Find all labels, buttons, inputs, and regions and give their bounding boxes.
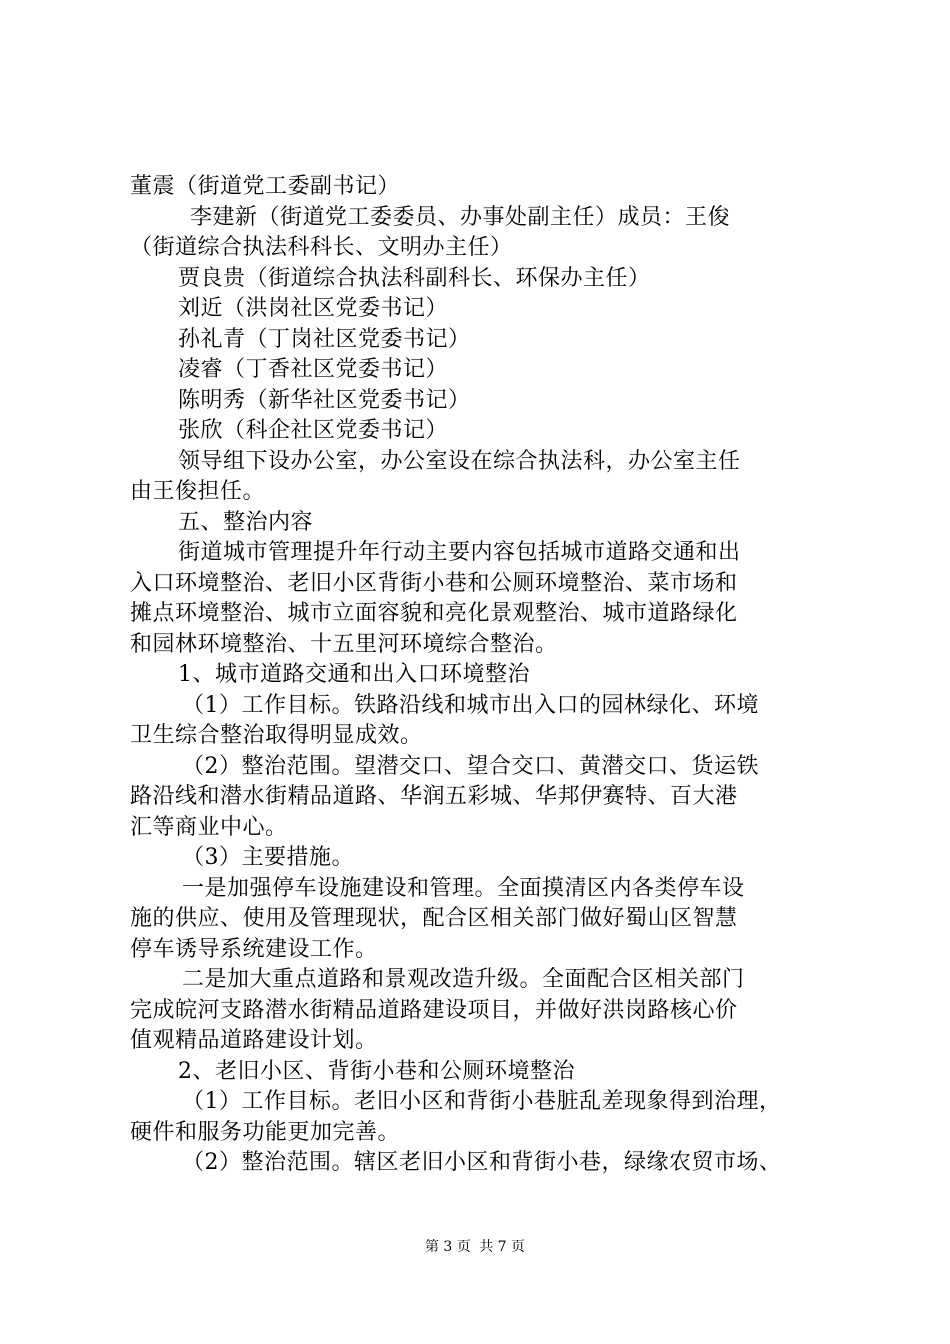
text-line: 领导组下设办公室，办公室设在综合执法科，办公室主任 — [178, 448, 741, 474]
text-line: 路沿线和潜水街精品道路、华润五彩城、华邦伊赛特、百大港 — [130, 784, 738, 809]
page-footer — [0, 1236, 950, 1256]
text-line: 由王俊担任。 — [130, 479, 266, 504]
text-line: （1）工作目标。铁路沿线和城市出入口的园林绿化、环境 — [182, 692, 759, 718]
text-line: 张欣（科企社区党委书记） — [178, 418, 449, 443]
text-line: （2）整治范围。望潜交口、望合交口、黄潜交口、货运铁 — [182, 753, 759, 779]
text-line: 孙礼青（丁岗社区党委书记） — [178, 326, 471, 352]
text-line: 施的供应、使用及管理现状，配合区相关部门做好蜀山区智慧 — [130, 906, 738, 931]
text-line: 李建新（街道党工委委员、办事处副主任）成员：王俊 — [190, 204, 731, 230]
text-line: 1、城市道路交通和出入口环境整治 — [178, 662, 530, 687]
text-line: 值观精品道路建设计划。 — [130, 1028, 378, 1053]
text-line: 二是加大重点道路和景观改造升级。全面配合区相关部门 — [182, 967, 745, 992]
text-line: 停车诱导系统建设工作。 — [130, 936, 378, 962]
text-line: 凌睿（丁香社区党委书记） — [178, 357, 449, 382]
text-line: 汇等商业中心。 — [130, 814, 288, 840]
text-line: （1）工作目标。老旧小区和背街小巷脏乱差现象得到治理， — [182, 1089, 782, 1114]
text-line: 和园林环境整治、十五里河环境综合整治。 — [130, 631, 558, 657]
text-line: 街道城市管理提升年行动主要内容包括城市道路交通和出 — [178, 540, 741, 565]
text-line: 硬件和服务功能更加完善。 — [130, 1119, 401, 1145]
page-total: 共 7 页 — [479, 1239, 526, 1255]
text-line: 五、整治内容 — [178, 509, 314, 535]
text-line: 一是加强停车设施建设和管理。全面摸清区内各类停车设 — [182, 875, 745, 901]
text-line: 卫生综合整治取得明显成效。 — [130, 723, 423, 748]
text-line: 摊点环境整治、城市立面容貌和亮化景观整治、城市道路绿化 — [130, 601, 738, 626]
text-line: 董震（街道党工委副书记） — [130, 174, 401, 199]
text-line: 刘近（洪岗社区党委书记） — [178, 296, 449, 321]
text-line: （3）主要措施。 — [182, 845, 354, 870]
text-line: 陈明秀（新华社区党委书记） — [178, 387, 471, 413]
page-number: 第 3 页 — [424, 1239, 471, 1255]
document-body — [130, 172, 835, 1179]
text-line: （街道综合执法科科长、文明办主任） — [130, 235, 513, 260]
text-line: （2）整治范围。辖区老旧小区和背街小巷，绿缘农贸市场、 — [182, 1150, 782, 1175]
text-line: 贾良贵（街道综合执法科副科长、环保办主任） — [178, 265, 651, 291]
text-line: 2、老旧小区、背街小巷和公厕环境整治 — [178, 1058, 575, 1084]
text-line: 完成皖河支路潜水街精品道路建设项目，并做好洪岗路核心价 — [130, 997, 738, 1023]
text-line: 入口环境整治、老旧小区背街小巷和公厕环境整治、菜市场和 — [130, 570, 738, 596]
